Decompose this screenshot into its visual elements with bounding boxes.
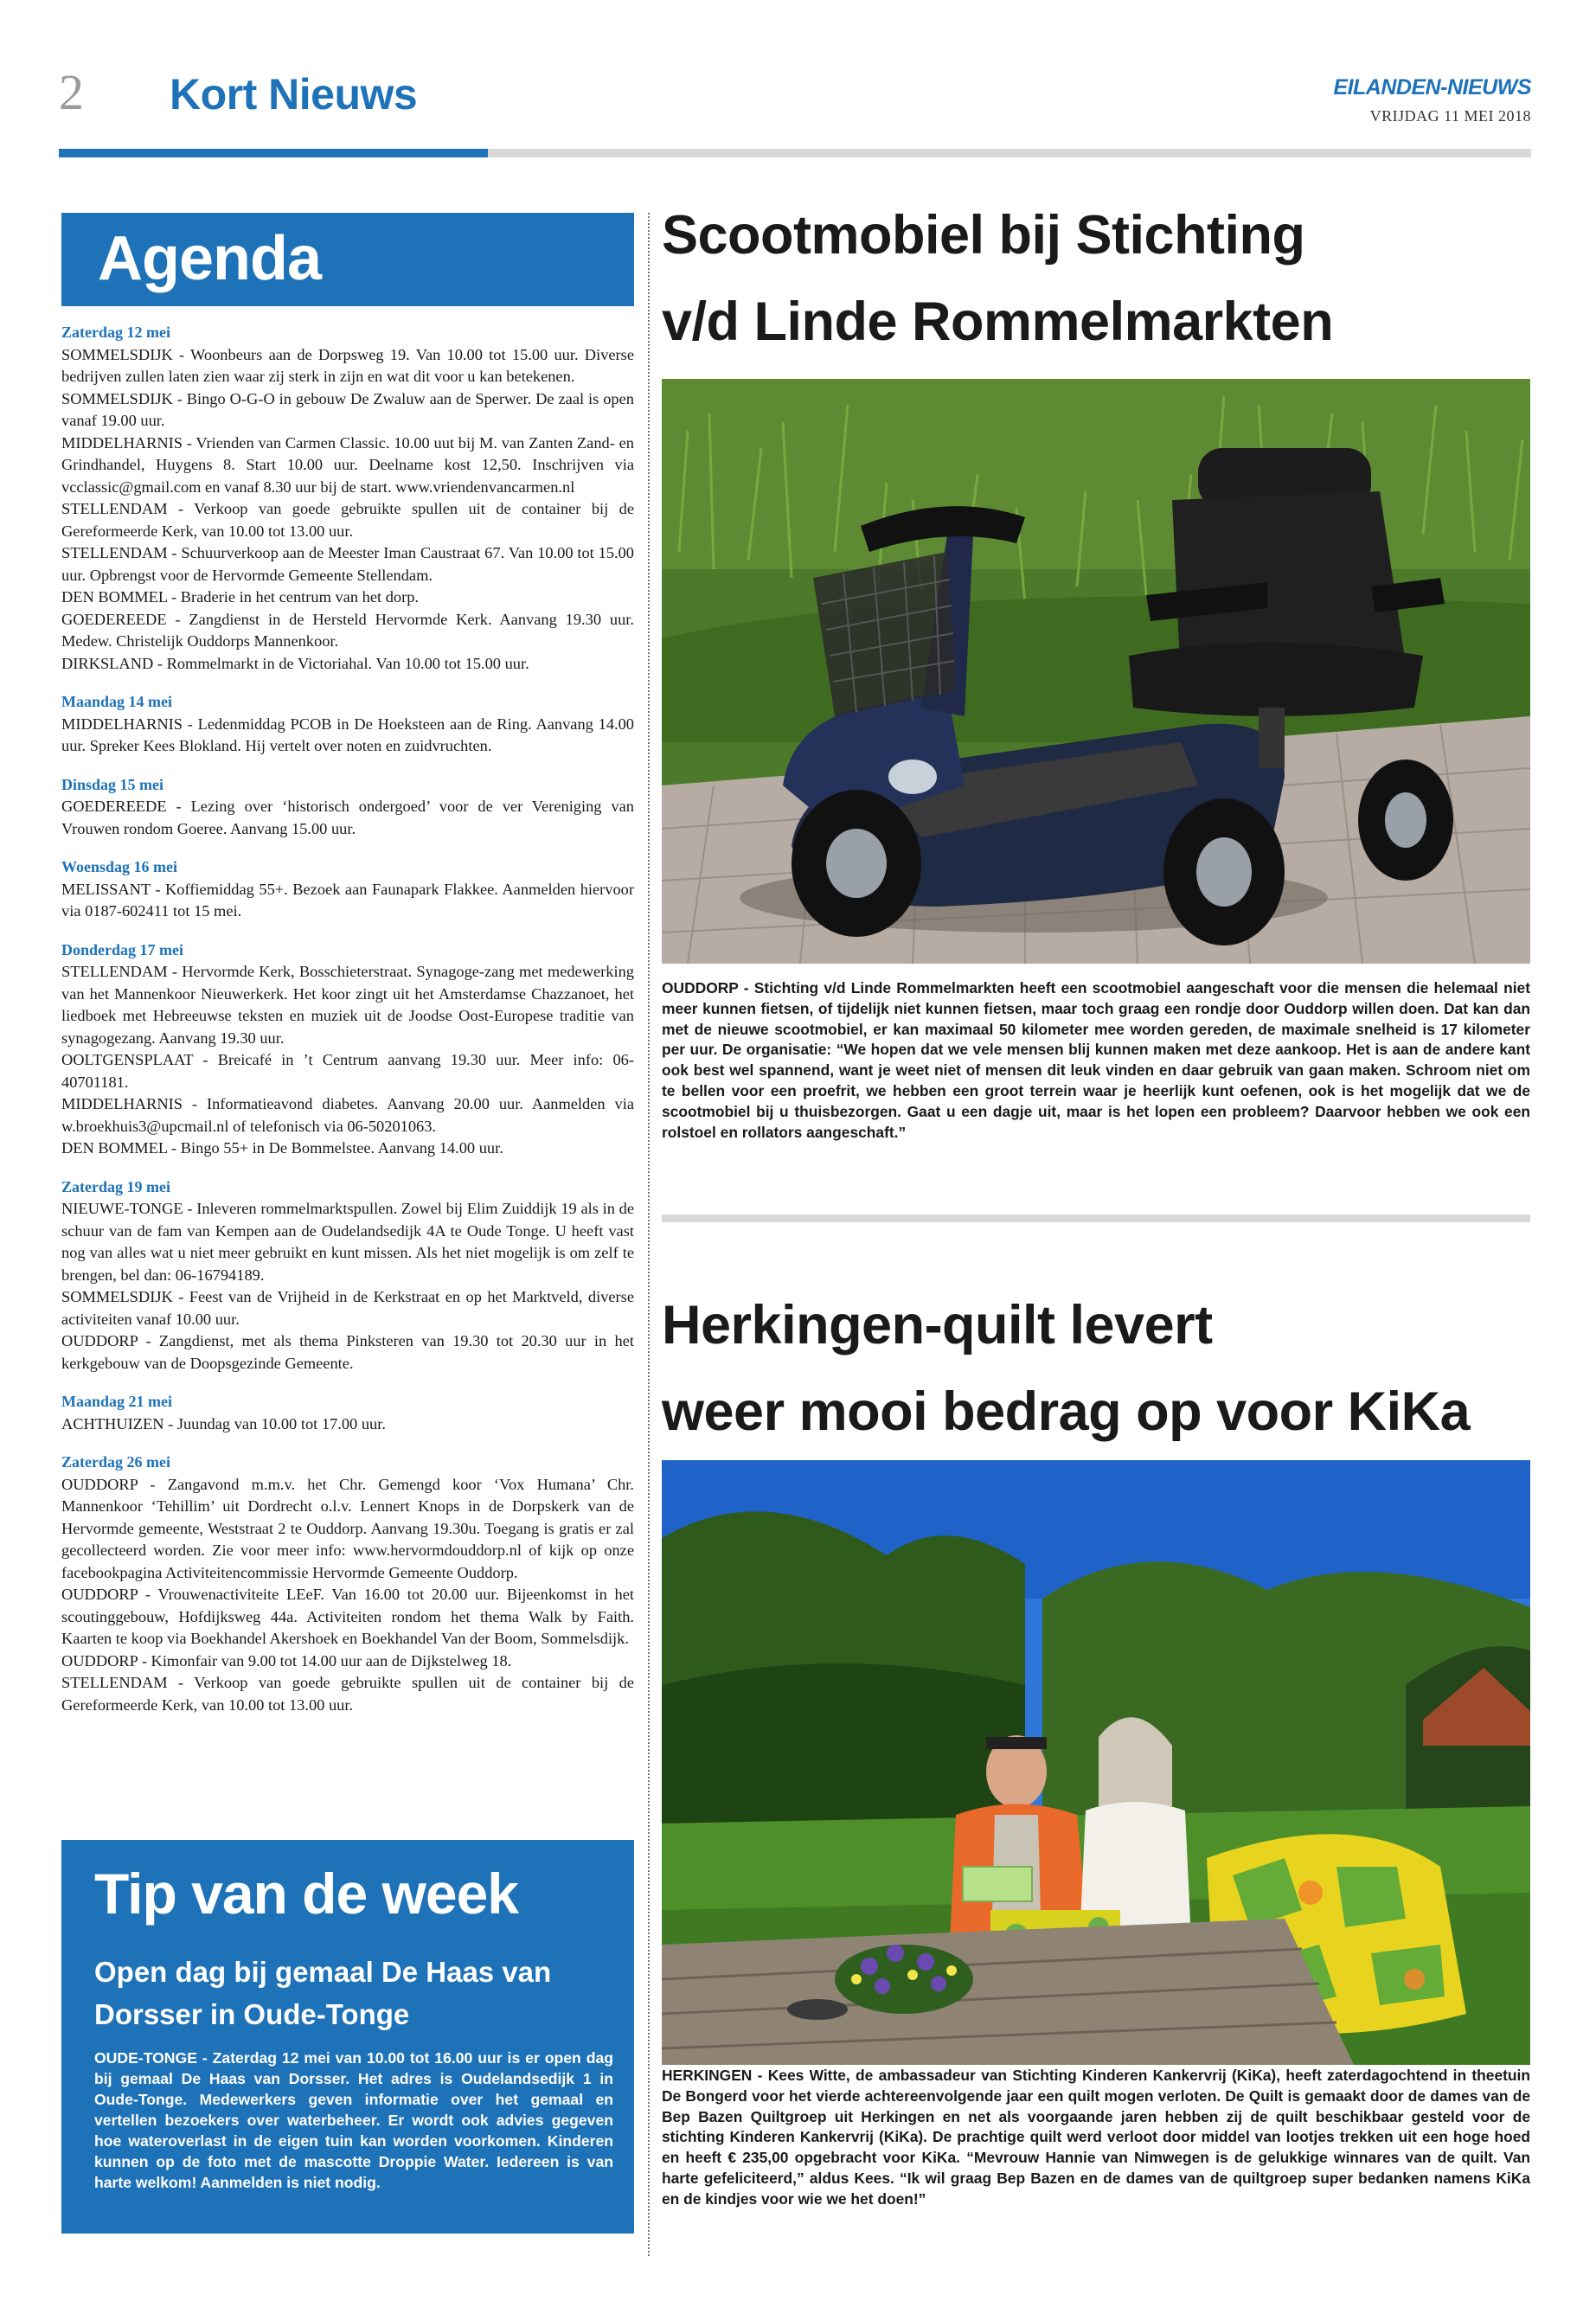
header-rule-accent (59, 149, 488, 157)
agenda-entries: OUDDORP - Zangavond m.m.v. het Chr. Gemengd koor ‘Vox Humana’ Chr. Mannenkoor ‘Tehillim’ uit Dordrecht o.l.v. Lennert Knops in de Dorpskerk van de Hervormde gemeente, Weststraat 2 te Ouddorp. Aanvang 19.30u. Toegang is gratis er zal gecollecteerd worden. Zie voor meer info: www.hervormdouddorp.nl of kijk op onze facebookpagina Activiteitencommissie Hervormde Gemeente Ouddorp. OUDDORP - Vrouwenactiviteite LEeF. Van 16.00 tot 20.00 uur. Bijeenkomst in het scoutinggebouw, Hofdijksweg 44a. Activiteiten rondom het thema Walk by Faith. Kaarten te koop via Boekhandel Akershoek en Boekhandel Van der Boom, Sommelsdijk. OUDDORP - Kimonfair van 9.00 tot 14.00 uur aan de Dijkstelweg 18. STELLENDAM - Verkoop van goede gebruikte spullen uit de container bij de Gereformeerde Kerk, van 10.00 tot 13.00 uur. (61, 1475, 634, 1714)
agenda-entries: GOEDEREEDE - Lezing over ‘historisch ondergoed’ voor de ver Vereniging van Vrouwen rondom Goeree. Aanvang 15.00 uur. (61, 798, 634, 837)
quilt-photo (662, 1460, 1530, 2065)
agenda-day-heading: Dinsdag 15 mei (61, 775, 164, 793)
agenda-day-group (61, 939, 634, 1160)
scootmobiel-photo (662, 379, 1530, 964)
article1-headline-line2: v/d Linde Rommelmarkten (662, 292, 1334, 352)
tip-subtitle: Open dag bij gemaal De Haas van Dorsser in Oude-Tonge (94, 1956, 552, 2030)
agenda-entries: NIEUWE-TONGE - Inleveren rommelmarktspullen. Zowel bij Elim Zuiddijk 19 als in de schuur van de fam van Kempen aan de Oudelandsedijk 4A te Oude Tonge. U heeft vast nog van alles wat u niet meer gebruikt en kunt missen. Als het niet mogelijk is om zelf te brengen, bel dan: 06-16794189. SOMMELSDIJK - Feest van de Vrijheid in de Kerkstraat en op het Marktveld, diverse activiteiten vanaf 10.00 uur. OUDDORP - Zangdienst, met als thema Pinksteren van 19.30 tot 20.30 uur in het kerkgebouw van de Doopsgezinde Gemeente. (61, 1200, 634, 1372)
agenda-entries: MELISSANT - Koffiemiddag 55+. Bezoek aan Faunapark Flakkee. Aanmelden hiervoor via 0187-602411 tot 15 mei. (61, 880, 634, 920)
agenda-entries: SOMMELSDIJK - Woonbeurs aan de Dorpsweg 19. Van 10.00 tot 15.00 uur. Diverse bedrijven zullen laten zien waar zij sterk in zijn en wat dit voor u kan betekenen. SOMMELSDIJK - Bingo O-G-O in gebouw De Zwaluw aan de Sperwer. De zaal is open vanaf 19.00 uur. MIDDELHARNIS - Vrienden van Carmen Classic. 10.00 uut bij M. van Zanten Zand- en Grindhandel, Huygens 8. Start 10.00 uur. Deelname kost 12,50. Inschrijven via vcclassic@gmail.com en vanaf 8.30 uur bij de start. www.vriendenvancarmen.nl STELLENDAM - Verkoop van goede gebruikte spullen uit de container bij de Gereformeerde Kerk, van 10.00 tot 13.00 uur. STELLENDAM - Schuurverkoop aan de Meester Iman Caustraat 67. Van 10.00 tot 15.00 uur. Opbrengst voor de Hervormde Gemeente Stellendam. DEN BOMMEL - Braderie in het centrum van het dorp. GOEDEREEDE - Zangdienst in de Hersteld Hervormde Kerk. Aanvang 19.30 uur. Medew. Christelijk Ouddorps Mannenkoor. DIRKSLAND - Rommelmarkt in de Victoriahal. Van 10.00 tot 15.00 uur. (61, 345, 634, 672)
article-separator (662, 1215, 1530, 1222)
agenda-title: Agenda (98, 224, 322, 293)
agenda-day-heading: Zaterdag 19 mei (61, 1177, 170, 1195)
agenda-day-group (61, 774, 634, 841)
section-title: Kort Nieuws (170, 70, 418, 119)
agenda-list (61, 322, 634, 1733)
article1-headline-line1: Scootmobiel bij Stichting (662, 205, 1305, 266)
agenda-day-group (61, 856, 634, 923)
agenda-entries: STELLENDAM - Hervormde Kerk, Bosschieterstraat. Synagoge-zang met medewerking van het Mannenkoor Nieuwerkerk. Het koor zingt uit het Amsterdamse Chazzanoet, het liedboek met Hebreeuwse teksten en muziek uit de Joodse Oost-Europese traditie van synagogezang. Aanvang 19.30 uur. OOLTGENSPLAAT - Breicafé in ’t Centrum aanvang 19.30 uur. Meer info: 06-40701181. MIDDELHARNIS - Informatieavond diabetes. Aanvang 20.00 uur. Aanmelden via w.broekhuis3@upcmail.nl of telefonisch via 06-50201063. DEN BOMMEL - Bingo 55+ in De Bommelstee. Aanvang 14.00 uur. (61, 963, 634, 1157)
agenda-day-group (61, 322, 634, 675)
article1-headline (662, 192, 1527, 365)
agenda-day-group (61, 1176, 634, 1375)
tip-of-the-week-box (61, 1840, 634, 2234)
agenda-day-heading: Donderdag 17 mei (61, 940, 183, 958)
agenda-day-heading: Maandag 21 mei (61, 1393, 172, 1410)
agenda-entries: ACHTHUIZEN - Juundag van 10.00 tot 17.00 uur. (61, 1414, 386, 1433)
article2-headline (662, 1282, 1535, 1455)
publication-date: VRIJDAG 11 MEI 2018 (1369, 107, 1531, 125)
masthead-logo: EILANDEN-NIEUWS (1333, 75, 1531, 99)
agenda-day-heading: Zaterdag 12 mei (61, 324, 170, 341)
agenda-heading-box (61, 213, 634, 306)
agenda-entries: MIDDELHARNIS - Ledenmiddag PCOB in De Hoeksteen aan de Ring. Aanvang 14.00 uur. Spreker Kees Blokland. Hij vertelt over noten en zuidvruchten. (61, 715, 634, 754)
tip-title: Tip van de week (94, 1862, 518, 1926)
agenda-day-heading: Zaterdag 26 mei (61, 1453, 170, 1471)
article2-headline-line2: weer mooi bedrag op voor KiKa (662, 1381, 1471, 1442)
article2-headline-line1: Herkingen-quilt levert (662, 1295, 1213, 1356)
agenda-day-group (61, 1452, 634, 1716)
column-divider (648, 213, 650, 2256)
agenda-day-heading: Maandag 14 mei (61, 693, 172, 710)
article1-caption: OUDDORP - Stichting v/d Linde Rommelmarkten heeft een scootmobiel aangeschaft voor die mensen die helemaal niet meer kunnen fietsen, of tijdelijk niet kunnen fietsen, maar toch graag een rondje door Ouddorp willen doen. Dat kan dan met de nieuwe scootmobiel, er kan maximaal 50 kilometer mee worden gereden, de maximale snelheid is 17 kilometer per uur. De organisatie: “We hopen dat we vele mensen blij kunnen maken met deze aankoop. Het is aan de andere kant ook best wel spannend, want je weet niet of mensen dit leuk vinden en daar gebruik van gaan maken. Schroom niet om te bellen voor een proefrit, we hebben een groot terrein waar je heerlijk kunt oefenen, ook is het mogelijk dat we de scootmobiel bij u thuisbezorgen. Gaat u een dagje uit, maar is het lopen een probleem? Daarvoor hebben we ook een rolstoel en rollators aangeschaft.” (662, 979, 1530, 1141)
agenda-day-heading: Woensdag 16 mei (61, 858, 178, 875)
page-number: 2 (59, 64, 84, 120)
agenda-day-group (61, 1391, 634, 1435)
article2-caption: HERKINGEN - Kees Witte, de ambassadeur van Stichting Kinderen Kankervrij (KiKa), heeft zaterdagochtend in theetuin De Bongerd voor het vierde achtereenvolgende jaar een quilt mogen verloten. De Quilt is gemaakt door de dames van de Bep Bazen Quiltgroep uit Herkingen en net als voorgaande jaren hebben zij de quilt beschikbaar gesteld voor de stichting Kinderen Kankervrij (KiKa). De prachtige quilt werd verloot door middel van lootjes trekken uit een hoge hoed en heeft € 235,00 opgebracht voor KiKa. “Mevrouw Hannie van Nimwegen is de gelukkige winnares van de quilt. Van harte gefeliciteerd,” aldus Kees. “Ik wil graag Bep Bazen en de dames van de quiltgroep super bedanken namens KiKa en de kindjes voor wie we het doen!” (662, 2067, 1530, 2208)
agenda-day-group (61, 691, 634, 758)
tip-body: OUDE-TONGE - Zaterdag 12 mei van 10.00 tot 16.00 uur is er open dag bij gemaal De Haas van Dorsser. Het adres is Oudelandsedijk 1 in Oude-Tonge. Medewerkers geven informatie over het gemaal en vertellen bezoekers over waterbeheer. Er wordt ook advies gegeven hoe wateroverlast in de eigen tuin kan worden voorkomen. Kinderen kunnen op de foto met de mascotte Droppie Water. Iedereen is van harte welkom! Aanmelden is niet nodig. (94, 2049, 613, 2191)
